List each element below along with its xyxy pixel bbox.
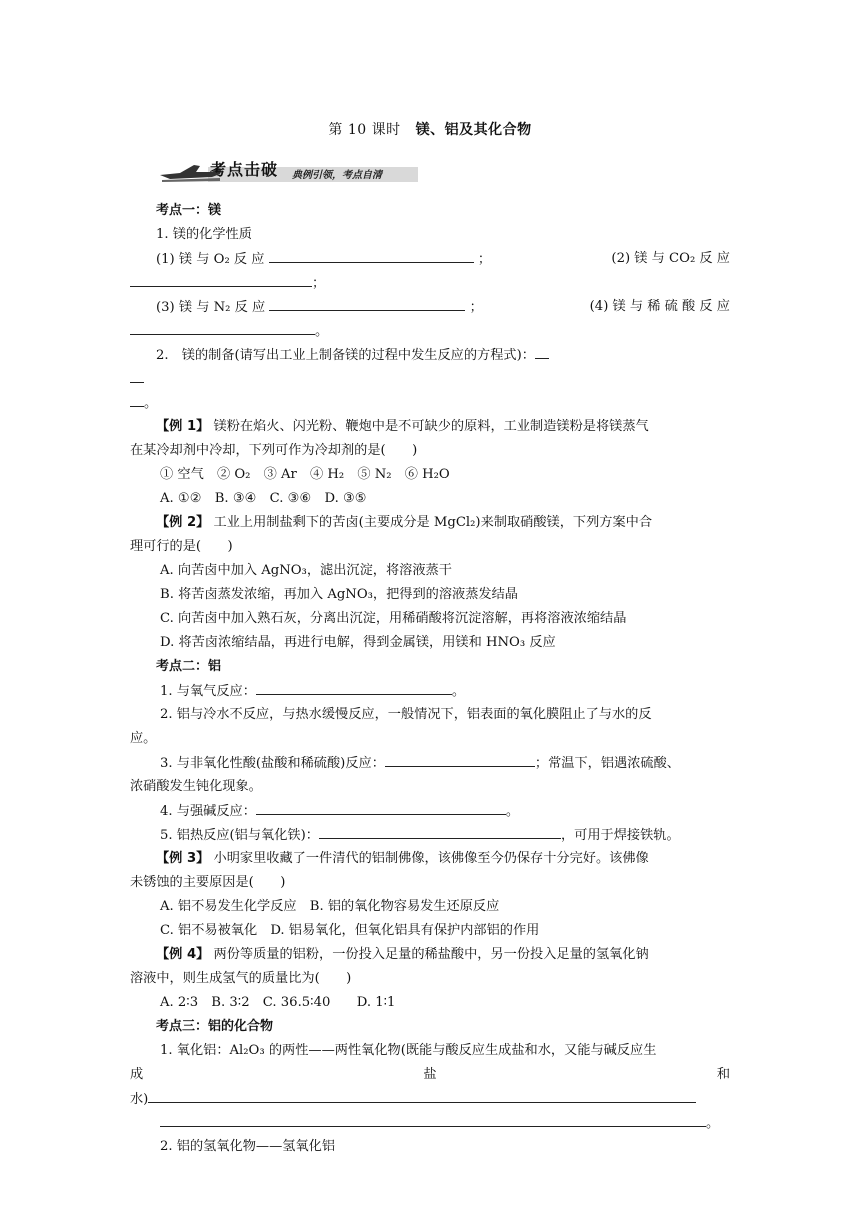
lesson-topic: 镁、铝及其化合物 (415, 122, 532, 138)
aloh3-item: 2. 铝的氢氧化物——氢氧化铝 (160, 1139, 336, 1154)
example-2-option-b: B. 将苦卤蒸发浓缩，再加入 AgNO₃，把得到的溶液蒸发结晶 (160, 587, 518, 602)
example-3-options-ab: A. 铝不易发生化学反应 B. 铝的氧化物容易发生还原反应 (160, 899, 500, 914)
example-2-label: 【例 2】 (156, 515, 210, 530)
example-1-options: ① 空气 ② O₂ ③ Ar ④ H₂ ⑤ N₂ ⑥ H₂O (160, 467, 450, 482)
al-item-3-cont: 浓硝酸发生钝化现象。 (130, 779, 262, 794)
semicolon: ； (312, 276, 326, 291)
mg-reaction-row-1b (130, 271, 730, 295)
lesson-number: 第 10 课时 (328, 122, 401, 138)
period: 。 (505, 804, 520, 819)
mg-o2-blank[interactable] (269, 247, 474, 263)
mg-production-blank-2[interactable] (130, 367, 144, 383)
example-2-option-a: A. 向苦卤中加入 AgNO₃，滤出沉淀，将溶液蒸干 (160, 563, 452, 578)
al2o3-word-3: 和 (716, 1067, 730, 1082)
example-4-line-1 (130, 943, 730, 967)
al-item-2-cont: 应。 (130, 731, 157, 746)
example-3-text: 小明家里收藏了一件清代的铝制佛像，该佛像至今仍保存十分完好。该佛像 (213, 851, 649, 866)
example-3-line-1 (130, 847, 730, 871)
example-2-line-1 (130, 511, 730, 535)
section-heading-al-compounds: 考点三：铝的化合物 (156, 1019, 274, 1034)
example-1-label: 【例 1】 (156, 419, 210, 434)
mg-production-text: 2. 镁的制备(请写出工业上制备镁的过程中发生反应的方程式)： (156, 348, 535, 363)
al2o3-blank-2[interactable] (160, 1111, 706, 1127)
al-acid-label: 3. 与非氧化性酸(盐酸和稀硫酸)反应： (160, 756, 385, 771)
al2o3-item-line-1: 1. 氧化铝：Al₂O₃ 的两性——两性氧化物(既能与酸反应生成盐和水，又能与碱反应生 (160, 1043, 657, 1058)
al-item-2: 2. 铝与冷水不反应，与热水缓慢反应，一般情况下，铝表面的氧化膜阻止了与水的反 (160, 707, 652, 722)
mg-h2so4-label: (4) 镁 与 稀 硫 酸 反 应 (589, 299, 730, 314)
mg-reaction-row-2 (130, 295, 730, 319)
mg-reaction-row-1 (130, 247, 730, 271)
mg-co2-label: (2) 镁 与 CO₂ 反 应 (611, 251, 730, 266)
example-4-text: 两份等质量的铝粉，一份投入足量的稀盐酸中，另一份投入足量的氢氧化钠 (213, 947, 649, 962)
mg-production-blank-3[interactable] (130, 391, 144, 407)
al2o3-word-1: 成 (130, 1067, 144, 1082)
semicolon: ； (469, 300, 483, 315)
period: 。 (451, 684, 466, 699)
thermite-use-text: ，可用于焊接铁轨。 (560, 828, 680, 843)
example-2-option-d: D. 将苦卤浓缩结晶，再进行电解，得到金属镁，用镁和 HNO₃ 反应 (160, 635, 556, 650)
al-o2-label: 1. 与氧气反应： (160, 684, 256, 699)
al2o3-item-line-3 (130, 1087, 730, 1111)
thermite-blank[interactable] (319, 823, 561, 839)
al-acid-blank[interactable] (385, 751, 535, 767)
banner-jet-icon (160, 155, 422, 185)
semicolon: ； (477, 252, 492, 267)
example-1-line-2: 在某冷却剂中冷却，下列可作为冷却剂的是( ) (130, 443, 418, 458)
mg-o2-label: (1) 镁 与 O₂ 反 应 (156, 252, 265, 267)
section-heading-mg: 考点一：镁 (156, 203, 222, 218)
example-1-line-1 (130, 415, 730, 439)
banner-subtitle: 典例引领，考点自清 (292, 170, 382, 181)
mg-item-2-blank-line (130, 367, 730, 391)
worksheet-content (130, 199, 730, 1159)
mg-item-2 (130, 343, 730, 367)
section-banner (160, 155, 422, 185)
al2o3-item-line-2 (130, 1063, 730, 1087)
mg-co2-blank[interactable] (130, 271, 312, 287)
example-1-text: 镁粉在焰火、闪光粉、鞭炮中是不可缺少的原料，工业制造镁粉是将镁蒸气 (213, 419, 649, 434)
al-base-blank[interactable] (256, 799, 506, 815)
period: 。 (144, 396, 158, 411)
al-item-4 (130, 799, 730, 823)
mg-n2-blank[interactable] (269, 295, 465, 311)
example-3-line-2: 未锈蚀的主要原因是( ) (130, 875, 286, 890)
mg-item-2-end-line (130, 391, 730, 415)
al-item-5 (130, 823, 730, 847)
al-o2-blank[interactable] (256, 679, 452, 695)
example-4-line-2: 溶液中，则生成氢气的质量比为( ) (130, 971, 352, 986)
al2o3-item-line-4 (130, 1111, 730, 1135)
mg-h2so4-blank[interactable] (130, 319, 315, 335)
al2o3-blank-1[interactable] (148, 1087, 696, 1103)
mg-n2-label: (3) 镁 与 N₂ 反 应 (156, 300, 266, 315)
example-1-answers: A. ①② B. ③④ C. ③⑥ D. ③⑤ (160, 491, 367, 506)
mg-item-1: 1. 镁的化学性质 (156, 227, 252, 242)
thermite-label: 5. 铝热反应(铝与氧化铁)： (160, 828, 319, 843)
example-2-text: 工业上用制盐剩下的苦卤(主要成分是 MgCl₂)来制取硝酸镁，下列方案中合 (213, 515, 653, 530)
example-2-line-2: 理可行的是( ) (130, 539, 233, 554)
example-4-answers: A. 2∶3 B. 3∶2 C. 36.5∶40 D. 1∶1 (160, 995, 396, 1010)
example-4-label: 【例 4】 (156, 947, 210, 962)
al-base-label: 4. 与强碱反应： (160, 804, 256, 819)
page-title (130, 119, 730, 139)
al2o3-word-2: 盐 (423, 1067, 437, 1082)
mg-production-blank-1[interactable] (535, 343, 549, 359)
example-3-label: 【例 3】 (156, 851, 210, 866)
example-3-options-cd: C. 铝不易被氧化 D. 铝易氧化，但氧化铝具有保护内部铝的作用 (160, 923, 540, 938)
mg-reaction-row-2b (130, 319, 730, 343)
banner-heading: 考点击破 (210, 160, 279, 179)
example-2-option-c: C. 向苦卤中加入熟石灰，分离出沉淀，用稀硝酸将沉淀溶解，再将溶液浓缩结晶 (160, 611, 627, 626)
section-heading-al: 考点二：铝 (156, 659, 222, 674)
al-item-3 (130, 751, 730, 775)
al2o3-word-4: 水) (130, 1092, 149, 1107)
period: 。 (315, 324, 329, 339)
period: 。 (706, 1116, 720, 1131)
al-item-1 (130, 679, 730, 703)
al-passivation-text: ；常温下，铝遇浓硫酸、 (534, 756, 680, 771)
